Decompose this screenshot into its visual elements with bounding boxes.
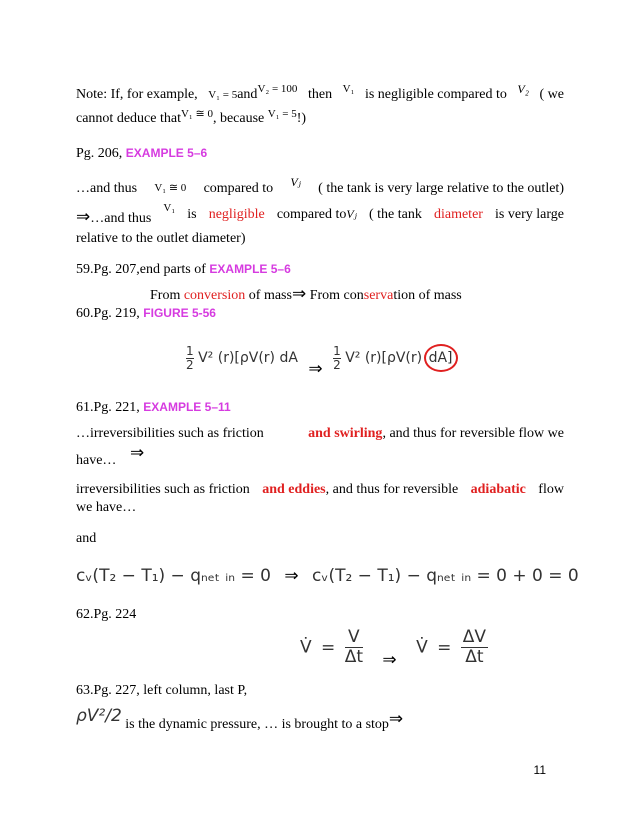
item-62-equation (300, 627, 488, 670)
para-text: compared to (276, 207, 347, 222)
from-text: From con (309, 288, 364, 303)
of-mass-text: of mass (248, 288, 292, 303)
equation-right-da: dA] (428, 350, 453, 366)
note-line-2 (76, 108, 307, 127)
para-text: …irreversibilities such as friction (76, 426, 264, 441)
math-v1-approx-0: V₁ ≅ 0 (154, 182, 187, 194)
ref-text: 63.Pg. 227, left column, last P, (76, 683, 248, 698)
equals-right: = (437, 637, 452, 658)
para-text: flow (538, 482, 564, 497)
item-61-and (76, 531, 96, 547)
circled-correction (424, 344, 458, 372)
para-text: irreversibilities such as friction (76, 482, 250, 497)
fraction-num: 1 (333, 343, 341, 358)
implies-arrow: ⇒ (129, 443, 145, 463)
item-60-equation (186, 343, 458, 379)
para-text: we have… (76, 500, 137, 515)
math-v1-5: V₁ = 5 (208, 89, 238, 101)
fraction-num: V (345, 628, 363, 648)
equation-left: cᵥ(T₂ − T₁) − qₙₑₜ ᵢₙ = 0 (76, 566, 271, 586)
para-text: is very large (495, 207, 564, 222)
dynamic-pressure-expr: ρV²/2 (76, 706, 122, 726)
math-v1-5b: V₁ = 5 (267, 108, 297, 120)
fraction-right (461, 628, 488, 667)
highlight-serva: serva (363, 288, 394, 303)
figure-label: FIGURE 5-56 (143, 306, 216, 320)
note-text: Note: If, for example, (76, 87, 198, 102)
note-and: and (237, 87, 258, 102)
note-text-c: ( we (539, 87, 564, 102)
ref-text: 62.Pg. 224 (76, 607, 137, 622)
note-then: then (307, 87, 333, 102)
math-vj: Vⱼ (290, 175, 301, 189)
para-text: compared to (203, 181, 274, 196)
and-thus-line-2 (76, 202, 564, 227)
para-text: is (187, 207, 197, 222)
para-text: relative to the outlet diameter) (76, 231, 246, 246)
note-line-1 (76, 82, 564, 103)
fraction-left (345, 628, 363, 667)
fraction-num: ΔV (462, 627, 487, 647)
item-61-heading (76, 400, 231, 416)
item-62-heading (76, 607, 136, 623)
implies-arrow: ⇒ (291, 284, 307, 304)
from-text: From (150, 288, 181, 303)
fraction-den: Δt (344, 647, 363, 667)
math-v1-approx-0: V₁ ≅ 0 (180, 108, 213, 120)
highlight-conversion: conversion (183, 288, 246, 303)
fraction-den: 2 (186, 357, 194, 372)
fraction-half (186, 345, 194, 372)
page-number: 11 (533, 763, 546, 777)
example-label: EXAMPLE 5–6 (209, 262, 291, 276)
item-63-line (76, 706, 404, 732)
note-text: cannot deduce that (76, 111, 181, 126)
item-63-heading (76, 683, 247, 699)
para-text: …and thus (76, 181, 138, 196)
item-59-correction (150, 284, 462, 304)
para-text: , and thus for reversible (325, 482, 459, 497)
note-text-b: is negligible compared to (364, 87, 507, 102)
equals-left: = (321, 637, 336, 658)
para-text: is the dynamic pressure, … is brought to a stop (125, 717, 389, 732)
math-v1: V₁ (342, 83, 355, 95)
note-text: !) (296, 111, 307, 126)
note-text: , because (212, 111, 265, 126)
highlight-negligible: negligible (208, 207, 265, 222)
highlight-and-swirling: and swirling (308, 426, 383, 441)
example-label: EXAMPLE 5–6 (125, 146, 208, 160)
item-61-para2-line2 (76, 500, 136, 516)
highlight-diameter: diameter (433, 207, 483, 222)
ref-text: Pg. 206, (76, 146, 123, 161)
math-v2-100: V₂ = 100 (257, 83, 298, 95)
highlight-adiabatic: adiabatic (470, 482, 526, 497)
ref-text: 61.Pg. 221, (76, 400, 140, 415)
equation-left: V² (r)[ρV(r) dA (198, 350, 298, 366)
para-text: , and thus for reversible flow we (382, 426, 564, 441)
and-thus-line-1 (76, 175, 564, 197)
item-59-heading (76, 262, 291, 278)
of-mass-text: tion of mass (393, 288, 462, 303)
item-61-para1-line2 (76, 443, 145, 469)
highlight-and-eddies: and eddies (262, 482, 326, 497)
fraction-den: 2 (333, 357, 341, 372)
implies-arrow: ⇒ (284, 566, 299, 586)
ref-text: 59.Pg. 207,end parts of (76, 262, 206, 277)
implies-arrow: ⇒ (382, 649, 397, 670)
math-vj: Vⱼ (346, 207, 357, 221)
para-text: ( the tank is very large relative to the outlet) (318, 181, 564, 196)
equation-right: cᵥ(T₂ − T₁) − qₙₑₜ ᵢₙ = 0 + 0 = 0 (312, 566, 579, 586)
fraction-num: 1 (186, 343, 194, 358)
implies-arrow: ⇒ (388, 709, 404, 729)
para-text: have… (76, 453, 117, 468)
item-60-heading (76, 306, 216, 322)
item-61-para1-line1 (76, 426, 564, 442)
para-text: …and thus (90, 211, 152, 226)
para-text: ( the tank (369, 207, 422, 222)
fraction-half (333, 345, 341, 372)
vdot-right: V̇ (416, 637, 428, 658)
equation-right: V² (r)[ρV(r) (345, 350, 427, 366)
item-61-para2-line1 (76, 482, 564, 498)
implies-arrow: ⇒ (308, 359, 323, 379)
ref-text: 60.Pg. 219, (76, 306, 140, 321)
ref-pg-206 (76, 146, 207, 162)
and-thus-line-3 (76, 231, 245, 247)
math-v1: V₁ (163, 202, 176, 214)
item-61-equation (76, 566, 579, 586)
implies-arrow: ⇒ (76, 207, 91, 227)
vdot-left: V̇ (300, 637, 312, 658)
and-text: and (76, 531, 97, 546)
fraction-den: Δt (465, 647, 484, 667)
math-v2: V₂ (517, 82, 529, 96)
example-label: EXAMPLE 5–11 (143, 400, 231, 414)
